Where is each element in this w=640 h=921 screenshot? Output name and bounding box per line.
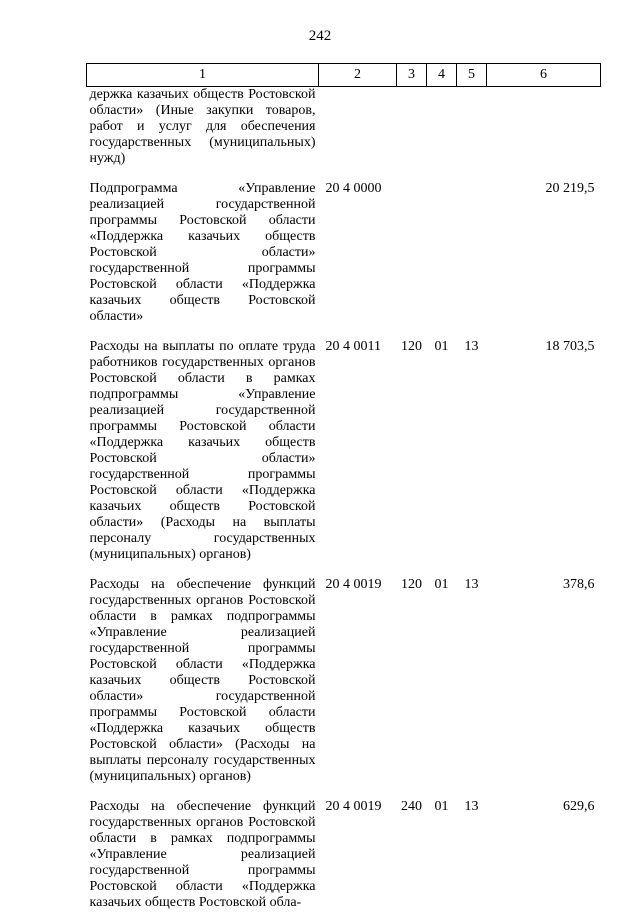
row-col3: 120 [401, 339, 422, 354]
row-code: 20 4 0000 [325, 181, 382, 196]
row-col3: 120 [401, 577, 422, 592]
row-description: держка казачьих обществ Ростовской области» (Иные закупки товаров, работ и услуг для обеспечения государственных (муниципальных) нужд) [89, 87, 316, 166]
page-number: 242 [308, 28, 332, 44]
row-code: 20 4 0011 [325, 339, 381, 354]
row-col4 [427, 177, 457, 335]
row-col5: 13 [464, 577, 479, 592]
row-description: Расходы на обеспечение функций государственных органов Ростовской области в рамках подпрограммы «Управление реализацией государственной программы Ростовской области «Поддержка казачьих обществ Ростовской обла- [89, 799, 316, 910]
row-code: 20 4 0019 [325, 799, 382, 814]
row-col5: 13 [464, 799, 479, 814]
row-col5 [457, 87, 487, 178]
row-col4 [427, 87, 457, 178]
column-header-2: 2 [319, 64, 397, 87]
row-col4: 01 [434, 339, 449, 354]
column-header-3: 3 [397, 64, 427, 87]
row-col5: 13 [464, 339, 479, 354]
row-description: Расходы на выплаты по оплате труда работников государственных органов Ростовской области в рамках подпрограммы «Управление реализацией государственной программы Ростовской области «Поддержка казачьих обществ Ростовской области» государственной программы Ростовской области «Поддержка казачьих обществ Ростовской области» (Расходы на выплаты персоналу государственных (муниципальных) органов) [89, 339, 316, 562]
row-code [319, 87, 397, 178]
row-col3: 240 [401, 799, 422, 814]
row-col4: 01 [434, 799, 449, 814]
table-row [87, 795, 601, 921]
row-description: Расходы на обеспечение функций государственных органов Ростовской области в рамках подпрограммы «Управление реализацией государственной программы Ростовской области «Поддержка казачьих обществ Ростовской области» государственной программы Ростовской области «Поддержка казачьих обществ Ростовской области» (Расходы на выплаты персоналу государственных (муниципальных) органов) [89, 577, 316, 784]
column-header-1: 1 [87, 64, 319, 87]
row-col3 [397, 177, 427, 335]
table-row [87, 177, 601, 335]
budget-table [86, 63, 601, 921]
row-amount [487, 87, 601, 178]
row-description: Подпрограмма «Управление реализацией государственной программы Ростовской области «Поддержка казачьих обществ Ростовской области» государственной программы Ростовской области «Поддержка казачьих обществ Ростовской области» [89, 181, 316, 324]
table-header-row [87, 64, 601, 87]
column-header-6: 6 [487, 64, 601, 87]
row-col5 [457, 177, 487, 335]
table-row [87, 87, 601, 178]
row-col3 [397, 87, 427, 178]
column-header-4: 4 [427, 64, 457, 87]
row-code: 20 4 0019 [325, 577, 382, 592]
row-amount: 18 703,5 [545, 339, 595, 354]
row-amount: 629,6 [563, 799, 595, 814]
row-amount: 378,6 [563, 577, 595, 592]
column-header-5: 5 [457, 64, 487, 87]
table-row [87, 335, 601, 573]
row-amount: 20 219,5 [545, 181, 595, 196]
table-row [87, 573, 601, 795]
row-col4: 01 [434, 577, 449, 592]
